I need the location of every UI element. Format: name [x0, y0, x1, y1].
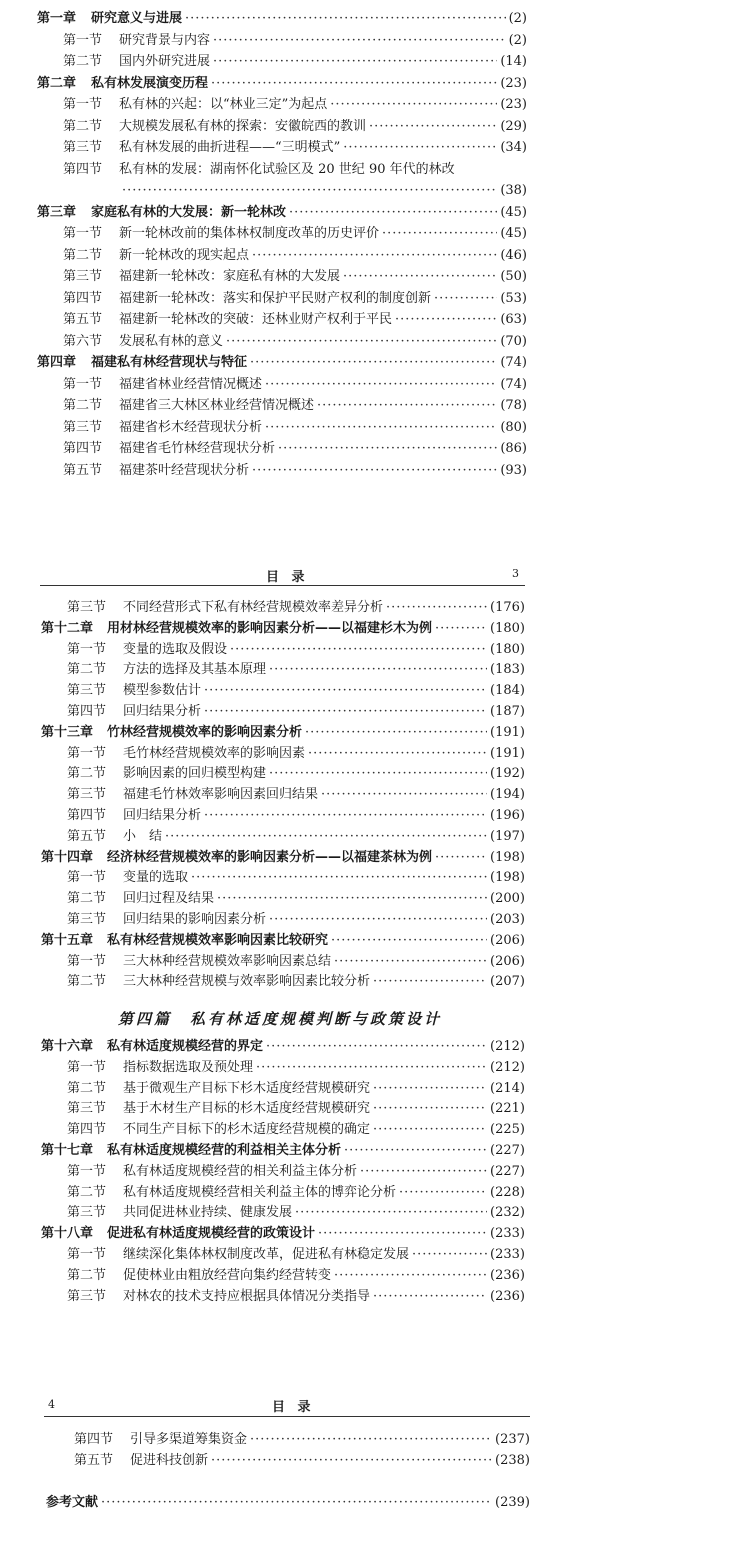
toc-section-entry[interactable] — [67, 681, 525, 701]
toc-entry-number: 第五节 — [67, 828, 107, 844]
leader-dots — [269, 660, 487, 680]
toc-entry-page: (184) — [490, 683, 525, 699]
toc-entry-page: (236) — [490, 1267, 525, 1283]
toc-entry-title: 新一轮林改前的集体林权制度改革的历史评价 — [119, 226, 380, 241]
toc-chapter-entry[interactable] — [41, 1224, 525, 1244]
toc-section-entry[interactable] — [67, 1099, 525, 1119]
toc-entry-number: 第一节 — [67, 745, 107, 761]
toc-section-entry[interactable] — [63, 418, 527, 438]
toc-entry-page: (227) — [490, 1163, 525, 1179]
toc-section-entry[interactable] — [67, 868, 525, 888]
toc-entry-number: 第三节 — [63, 140, 103, 155]
toc-section-entry[interactable] — [67, 744, 525, 764]
toc-entry-page: (225) — [490, 1122, 525, 1138]
toc-entry-title: 三大林种经营规模效率影响因素总结 — [123, 953, 332, 969]
toc-entry-page: (207) — [490, 974, 525, 990]
toc-entry-page: (198) — [490, 849, 525, 865]
toc-entry-page: (206) — [490, 932, 525, 948]
leader-dots — [435, 619, 487, 639]
toc-section-entry[interactable] — [63, 267, 527, 287]
running-head-page-3: 目 录 — [266, 570, 309, 585]
toc-entry-number: 第二节 — [63, 118, 103, 134]
toc-entry-number: 第一节 — [67, 1059, 107, 1075]
leader-dots — [343, 138, 497, 158]
leader-dots — [226, 332, 497, 352]
toc-section-entry[interactable] — [67, 952, 525, 972]
leader-dots — [321, 785, 487, 805]
references-title: 参考文献 — [46, 1495, 99, 1510]
leader-dots — [191, 868, 487, 888]
leader-dots — [204, 702, 487, 722]
toc-entry-page: (198) — [490, 870, 525, 886]
toc-entry-title: 不同经营形式下私有林经营规模效率差异分析 — [123, 600, 384, 615]
toc-entry-page: (237) — [495, 1432, 530, 1447]
toc-entry-title: 回归结果分析 — [123, 808, 202, 823]
references-page: (239) — [495, 1495, 530, 1510]
toc-section-entry[interactable] — [63, 375, 527, 395]
toc-entry-title: 影响因素的回归模型构建 — [123, 766, 267, 782]
toc-section-entry[interactable] — [67, 972, 525, 992]
toc-entry-title: 回归结果分析 — [123, 704, 202, 719]
toc-section-entry[interactable] — [63, 224, 527, 244]
toc-chapter-entry[interactable] — [41, 1037, 525, 1057]
toc-entry-title: 竹林经营规模效率的影响因素分析 — [107, 724, 303, 740]
toc-entry-page: (53) — [500, 290, 527, 306]
toc-entry-number: 第三章 — [37, 204, 77, 220]
leader-dots — [330, 95, 497, 115]
toc-entry-title: 福建毛竹林效率影响因素回归结果 — [123, 787, 319, 803]
leader-dots — [269, 910, 487, 930]
leader-dots — [334, 1266, 487, 1286]
toc-entry-page: (236) — [490, 1288, 525, 1304]
toc-entry-number: 第四节 — [74, 1432, 114, 1447]
toc-entry-title: 方法的选择及其基本原理 — [123, 662, 267, 678]
leader-dots — [269, 764, 487, 784]
toc-section-entry[interactable] — [67, 827, 525, 847]
leader-dots — [213, 52, 497, 72]
toc-section-entry[interactable] — [63, 138, 527, 158]
leader-dots — [373, 1287, 487, 1307]
leader-dots — [230, 640, 487, 660]
toc-section-entry[interactable] — [67, 640, 525, 660]
header-rule-page-3 — [40, 585, 525, 586]
leader-dots — [317, 396, 497, 416]
toc-section-entry[interactable] — [63, 52, 527, 72]
leader-dots — [165, 827, 487, 847]
toc-entry-number: 第三节 — [67, 683, 107, 699]
leader-dots — [217, 889, 487, 909]
toc-entry-title: 对林农的技术支持应根据具体情况分类指导 — [123, 1288, 371, 1304]
toc-entry-title: 私有林的发展：湖南怀化试验区及 20 世纪 90 年代的林改 — [119, 161, 455, 177]
toc-entry-title: 研究意义与进展 — [91, 11, 183, 26]
toc-entry-page: (78) — [500, 398, 527, 413]
toc-entry-number: 第一节 — [67, 1163, 107, 1179]
toc-entry-number: 第一节 — [67, 641, 107, 657]
toc-entry-title: 福建省三大林区林业经营情况概述 — [119, 398, 315, 413]
toc-entry-page: (86) — [500, 441, 527, 456]
leader-dots — [305, 723, 487, 743]
toc-entry-title: 小 结 — [123, 828, 163, 844]
toc-entry-page: (63) — [500, 312, 527, 327]
toc-entry-page: (187) — [490, 704, 525, 719]
toc-entry-number: 第十八章 — [41, 1226, 94, 1242]
toc-entry-number: 第一节 — [67, 870, 107, 886]
toc-entry-number: 第三节 — [67, 1205, 107, 1221]
toc-entry-number: 第一节 — [67, 1247, 107, 1262]
leader-dots — [185, 9, 506, 29]
leader-dots — [265, 375, 497, 395]
toc-entry-title: 福建新一轮林改的突破：还林业财产权利于平民 — [119, 312, 393, 327]
toc-entry-number: 第二节 — [67, 1080, 107, 1096]
toc-entry-number: 第四节 — [63, 161, 103, 177]
leader-dots — [373, 1120, 487, 1140]
toc-section-entry[interactable] — [67, 910, 525, 930]
toc-entry-title: 家庭私有林的大发展：新一轮林改 — [91, 204, 287, 220]
folio-page-3: 3 — [512, 567, 519, 580]
toc-section-entry[interactable] — [63, 160, 527, 180]
toc-entry-title: 模型参数估计 — [123, 683, 202, 699]
toc-entry-number: 第一节 — [63, 32, 103, 48]
leader-dots — [308, 744, 487, 764]
part-title-4: 第四篇 私有林适度规模判断与政策设计 — [118, 1010, 443, 1028]
leader-dots — [412, 1245, 487, 1265]
toc-section-entry[interactable] — [67, 1162, 525, 1182]
toc-chapter-entry[interactable] — [37, 203, 527, 223]
toc-entry-number: 第三节 — [67, 1288, 107, 1304]
toc-section-entry[interactable] — [63, 246, 527, 266]
toc-section-entry[interactable] — [67, 598, 525, 618]
toc-entry-title: 引导多渠道筹集资金 — [130, 1432, 248, 1447]
toc-section-entry[interactable] — [63, 310, 527, 330]
toc-entry-page: (180) — [490, 620, 525, 636]
toc-entry-number: 第六节 — [63, 333, 103, 349]
toc-entry-page: (34) — [500, 140, 527, 155]
toc-entry-title: 三大林种经营规模与效率影响因素比较分析 — [123, 974, 371, 990]
leader-dots — [395, 310, 497, 330]
toc-entry-title: 私有林经营规模效率影响因素比较研究 — [107, 932, 329, 948]
toc-section-entry[interactable] — [63, 396, 527, 416]
toc-entry-page: (93) — [500, 462, 527, 478]
toc-entry-number: 第二节 — [67, 974, 107, 990]
toc-entry-page: (196) — [490, 808, 525, 823]
toc-chapter-entry[interactable] — [37, 9, 527, 29]
toc-entry-title: 回归结果的影响因素分析 — [123, 912, 267, 927]
toc-entry-title: 继续深化集体林权制度改革，促进私有林稳定发展 — [123, 1247, 410, 1262]
toc-entry-number: 第三节 — [63, 269, 103, 284]
toc-section-entry[interactable] — [67, 1079, 525, 1099]
folio-page-4: 4 — [48, 1398, 55, 1411]
toc-entry-number: 第一节 — [63, 97, 103, 112]
toc-entry-number: 第一节 — [63, 226, 103, 241]
leader-dots — [213, 31, 506, 51]
toc-entry-page: (23) — [500, 97, 527, 112]
toc-entry-title: 新一轮林改的现实起点 — [119, 247, 250, 263]
toc-entry-number: 第一节 — [67, 953, 107, 969]
toc-section-entry[interactable] — [74, 1430, 530, 1450]
toc-entry-page: (14) — [500, 54, 527, 69]
toc-entry-page: (194) — [490, 787, 525, 803]
toc-chapter-entry[interactable] — [37, 74, 527, 94]
leader-dots — [122, 181, 497, 201]
toc-section-entry[interactable] — [63, 117, 527, 137]
toc-entry-page: (214) — [490, 1080, 525, 1096]
toc-entry-title: 国内外研究进展 — [119, 54, 211, 69]
toc-entry-page: (29) — [500, 118, 527, 134]
toc-entry-number: 第三节 — [67, 1101, 107, 1117]
toc-entry-number: 第五节 — [63, 312, 103, 327]
references-entry[interactable] — [46, 1493, 530, 1513]
toc-entry-page: (180) — [490, 641, 525, 657]
toc-section-entry[interactable] — [67, 1266, 525, 1286]
toc-entry-number: 第三节 — [63, 419, 103, 435]
toc-entry-title: 福建省毛竹林经营现状分析 — [119, 441, 276, 456]
toc-entry-title: 发展私有林的意义 — [119, 333, 224, 349]
toc-entry-page: (50) — [500, 269, 527, 284]
toc-entry-number: 第十六章 — [41, 1039, 94, 1054]
toc-entry-page: (38) — [500, 183, 527, 198]
toc-entry-page: (200) — [490, 891, 525, 907]
toc-chapter-entry[interactable] — [41, 619, 525, 639]
leader-dots — [435, 848, 487, 868]
leader-dots — [101, 1493, 492, 1513]
toc-section-entry[interactable] — [67, 806, 525, 826]
toc-entry-title: 共同促进林业持续、健康发展 — [123, 1205, 293, 1221]
toc-entry-page: (206) — [490, 953, 525, 969]
toc-entry-title: 基于微观生产目标下杉木适度经营规模研究 — [123, 1080, 371, 1096]
toc-entry-number: 第五节 — [63, 462, 103, 478]
toc-section-entry[interactable] — [63, 95, 527, 115]
leader-dots — [211, 1451, 492, 1471]
toc-entry-number: 第十五章 — [41, 932, 94, 948]
running-head-page-4: 目 录 — [272, 1400, 315, 1415]
toc-entry-title: 福建私有林经营现状与特征 — [91, 355, 248, 370]
toc-chapter-entry[interactable] — [41, 848, 525, 868]
toc-entry-number: 第四节 — [63, 290, 103, 306]
leader-dots — [373, 1079, 487, 1099]
toc-entry-page: (233) — [490, 1247, 525, 1262]
toc-entry-number: 第十四章 — [41, 849, 94, 865]
leader-dots — [289, 203, 497, 223]
toc-section-entry[interactable] — [67, 764, 525, 784]
toc-section-entry[interactable] — [67, 1287, 525, 1307]
toc-entry-page: (232) — [490, 1205, 525, 1221]
toc-entry-page: (238) — [495, 1453, 530, 1468]
toc-chapter-entry[interactable] — [41, 1141, 525, 1161]
toc-entry-title: 促进科技创新 — [130, 1453, 209, 1468]
leader-dots — [266, 1037, 487, 1057]
toc-entry-title: 经济林经营规模效率的影响因素分析——以福建茶林为例 — [107, 849, 433, 865]
toc-chapter-entry[interactable] — [41, 723, 525, 743]
toc-section-entry[interactable] — [67, 1120, 525, 1140]
toc-entry-number: 第三节 — [67, 787, 107, 803]
toc-entry-title: 福建省杉木经营现状分析 — [119, 419, 263, 435]
toc-section-entry[interactable] — [67, 1203, 525, 1223]
toc-entry-number: 第二节 — [67, 1267, 107, 1283]
toc-continuation[interactable] — [119, 181, 527, 201]
toc-entry-page: (233) — [490, 1226, 525, 1242]
toc-entry-page: (221) — [490, 1101, 525, 1117]
toc-entry-number: 第二节 — [67, 766, 107, 782]
leader-dots — [382, 224, 497, 244]
toc-entry-number: 第五节 — [74, 1453, 114, 1468]
toc-entry-page: (227) — [490, 1143, 525, 1158]
toc-chapter-entry[interactable] — [41, 931, 525, 951]
header-rule-page-4 — [44, 1416, 530, 1417]
toc-entry-title: 私有林适度规模经营的相关利益主体分析 — [123, 1163, 358, 1179]
toc-entry-number: 第三节 — [67, 600, 107, 615]
toc-section-entry[interactable] — [63, 439, 527, 459]
leader-dots — [252, 246, 497, 266]
toc-section-entry[interactable] — [63, 461, 527, 481]
toc-entry-page: (228) — [490, 1184, 525, 1200]
toc-entry-title: 毛竹林经营规模效率的影响因素 — [123, 745, 306, 761]
toc-entry-title: 回归过程及结果 — [123, 891, 215, 907]
toc-entry-page: (191) — [490, 724, 525, 740]
toc-section-entry[interactable] — [67, 889, 525, 909]
toc-section-entry[interactable] — [67, 1183, 525, 1203]
leader-dots — [343, 267, 497, 287]
leader-dots — [373, 972, 487, 992]
toc-entry-page: (46) — [500, 247, 527, 263]
leader-dots — [331, 931, 487, 951]
toc-entry-page: (23) — [500, 75, 527, 91]
leader-dots — [386, 598, 487, 618]
toc-entry-page: (191) — [490, 745, 525, 761]
toc-entry-title: 私有林适度规模经营的利益相关主体分析 — [107, 1143, 342, 1158]
toc-entry-title: 研究背景与内容 — [119, 32, 211, 48]
toc-entry-page: (80) — [500, 419, 527, 435]
toc-entry-title: 福建省林业经营情况概述 — [119, 376, 263, 392]
toc-entry-title: 用材林经营规模效率的影响因素分析——以福建杉木为例 — [107, 620, 433, 636]
leader-dots — [278, 439, 497, 459]
toc-entry-page: (45) — [500, 204, 527, 220]
toc-entry-title: 变量的选取 — [123, 870, 189, 886]
toc-entry-page: (70) — [500, 333, 527, 349]
toc-entry-page: (45) — [500, 226, 527, 241]
toc-entry-page: (212) — [490, 1039, 525, 1054]
toc-entry-page: (183) — [490, 662, 525, 678]
toc-entry-number: 第四章 — [37, 355, 77, 370]
leader-dots — [344, 1141, 487, 1161]
leader-dots — [204, 681, 487, 701]
toc-entry-title: 福建新一轮林改：家庭私有林的大发展 — [119, 269, 341, 284]
toc-entry-number: 第四节 — [67, 1122, 107, 1138]
toc-section-entry[interactable] — [63, 289, 527, 309]
toc-entry-title: 福建新一轮林改：落实和保护平民财产权利的制度创新 — [119, 290, 432, 306]
toc-entry-page: (176) — [490, 600, 525, 615]
toc-entry-number: 第二节 — [67, 662, 107, 678]
toc-entry-number: 第十二章 — [41, 620, 94, 636]
toc-entry-number: 第十七章 — [41, 1143, 94, 1158]
toc-section-entry[interactable] — [67, 785, 525, 805]
toc-section-entry[interactable] — [67, 660, 525, 680]
leader-dots — [360, 1162, 487, 1182]
toc-entry-title: 促使林业由粗放经营向集约经营转变 — [123, 1267, 332, 1283]
toc-entry-title: 指标数据选取及预处理 — [123, 1059, 254, 1075]
leader-dots — [318, 1224, 487, 1244]
leader-dots — [399, 1183, 487, 1203]
leader-dots — [369, 117, 497, 137]
toc-section-entry[interactable] — [67, 702, 525, 722]
leader-dots — [250, 1430, 492, 1450]
toc-entry-page: (74) — [500, 355, 527, 370]
toc-entry-page: (74) — [500, 376, 527, 392]
leader-dots — [265, 418, 497, 438]
leader-dots — [211, 74, 497, 94]
toc-entry-number: 第二节 — [67, 891, 107, 907]
toc-entry-number: 第二节 — [67, 1184, 107, 1200]
toc-entry-page: (2) — [508, 11, 527, 26]
toc-entry-number: 第一章 — [37, 11, 77, 26]
leader-dots — [256, 1058, 487, 1078]
leader-dots — [434, 289, 497, 309]
toc-chapter-entry[interactable] — [37, 353, 527, 373]
toc-section-entry[interactable] — [63, 31, 527, 51]
toc-entry-title: 私有林发展的曲折进程——“三明模式” — [119, 140, 341, 155]
leader-dots — [250, 353, 497, 373]
toc-section-entry[interactable] — [74, 1451, 530, 1471]
toc-section-entry[interactable] — [63, 332, 527, 352]
toc-entry-number: 第三节 — [67, 912, 107, 927]
toc-entry-page: (212) — [490, 1059, 525, 1075]
leader-dots — [295, 1203, 487, 1223]
toc-entry-number: 第二章 — [37, 75, 77, 91]
toc-entry-title: 私有林发展演变历程 — [91, 75, 209, 91]
toc-entry-title: 不同生产目标下的杉木适度经营规模的确定 — [123, 1122, 371, 1138]
leader-dots — [204, 806, 487, 826]
toc-entry-number: 第四节 — [63, 441, 103, 456]
toc-section-entry[interactable] — [67, 1058, 525, 1078]
toc-entry-number: 第一节 — [63, 376, 103, 392]
toc-entry-number: 第四节 — [67, 808, 107, 823]
toc-entry-title: 私有林适度规模经营相关利益主体的博弈论分析 — [123, 1184, 397, 1200]
toc-entry-page: (192) — [490, 766, 525, 782]
toc-entry-title: 促进私有林适度规模经营的政策设计 — [107, 1226, 316, 1242]
toc-entry-title: 变量的选取及假设 — [123, 641, 228, 657]
toc-section-entry[interactable] — [67, 1245, 525, 1265]
toc-entry-title: 基于木材生产目标的杉木适度经营规模研究 — [123, 1101, 371, 1117]
toc-entry-title: 大规模发展私有林的探索：安徽皖西的教训 — [119, 118, 367, 134]
toc-entry-number: 第二节 — [63, 54, 103, 69]
toc-entry-page: (203) — [490, 912, 525, 927]
toc-entry-page: (2) — [508, 32, 527, 48]
toc-entry-number: 第二节 — [63, 398, 103, 413]
toc-entry-number: 第二节 — [63, 247, 103, 263]
toc-entry-title: 私有林的兴起：以“林业三定”为起点 — [119, 97, 328, 112]
toc-entry-page: (197) — [490, 828, 525, 844]
toc-entry-title: 私有林适度规模经营的界定 — [107, 1039, 264, 1054]
toc-entry-title: 福建茶叶经营现状分析 — [119, 462, 250, 478]
leader-dots — [334, 952, 487, 972]
toc-entry-number: 第十三章 — [41, 724, 94, 740]
leader-dots — [373, 1099, 487, 1119]
toc-entry-number: 第四节 — [67, 704, 107, 719]
leader-dots — [252, 461, 497, 481]
